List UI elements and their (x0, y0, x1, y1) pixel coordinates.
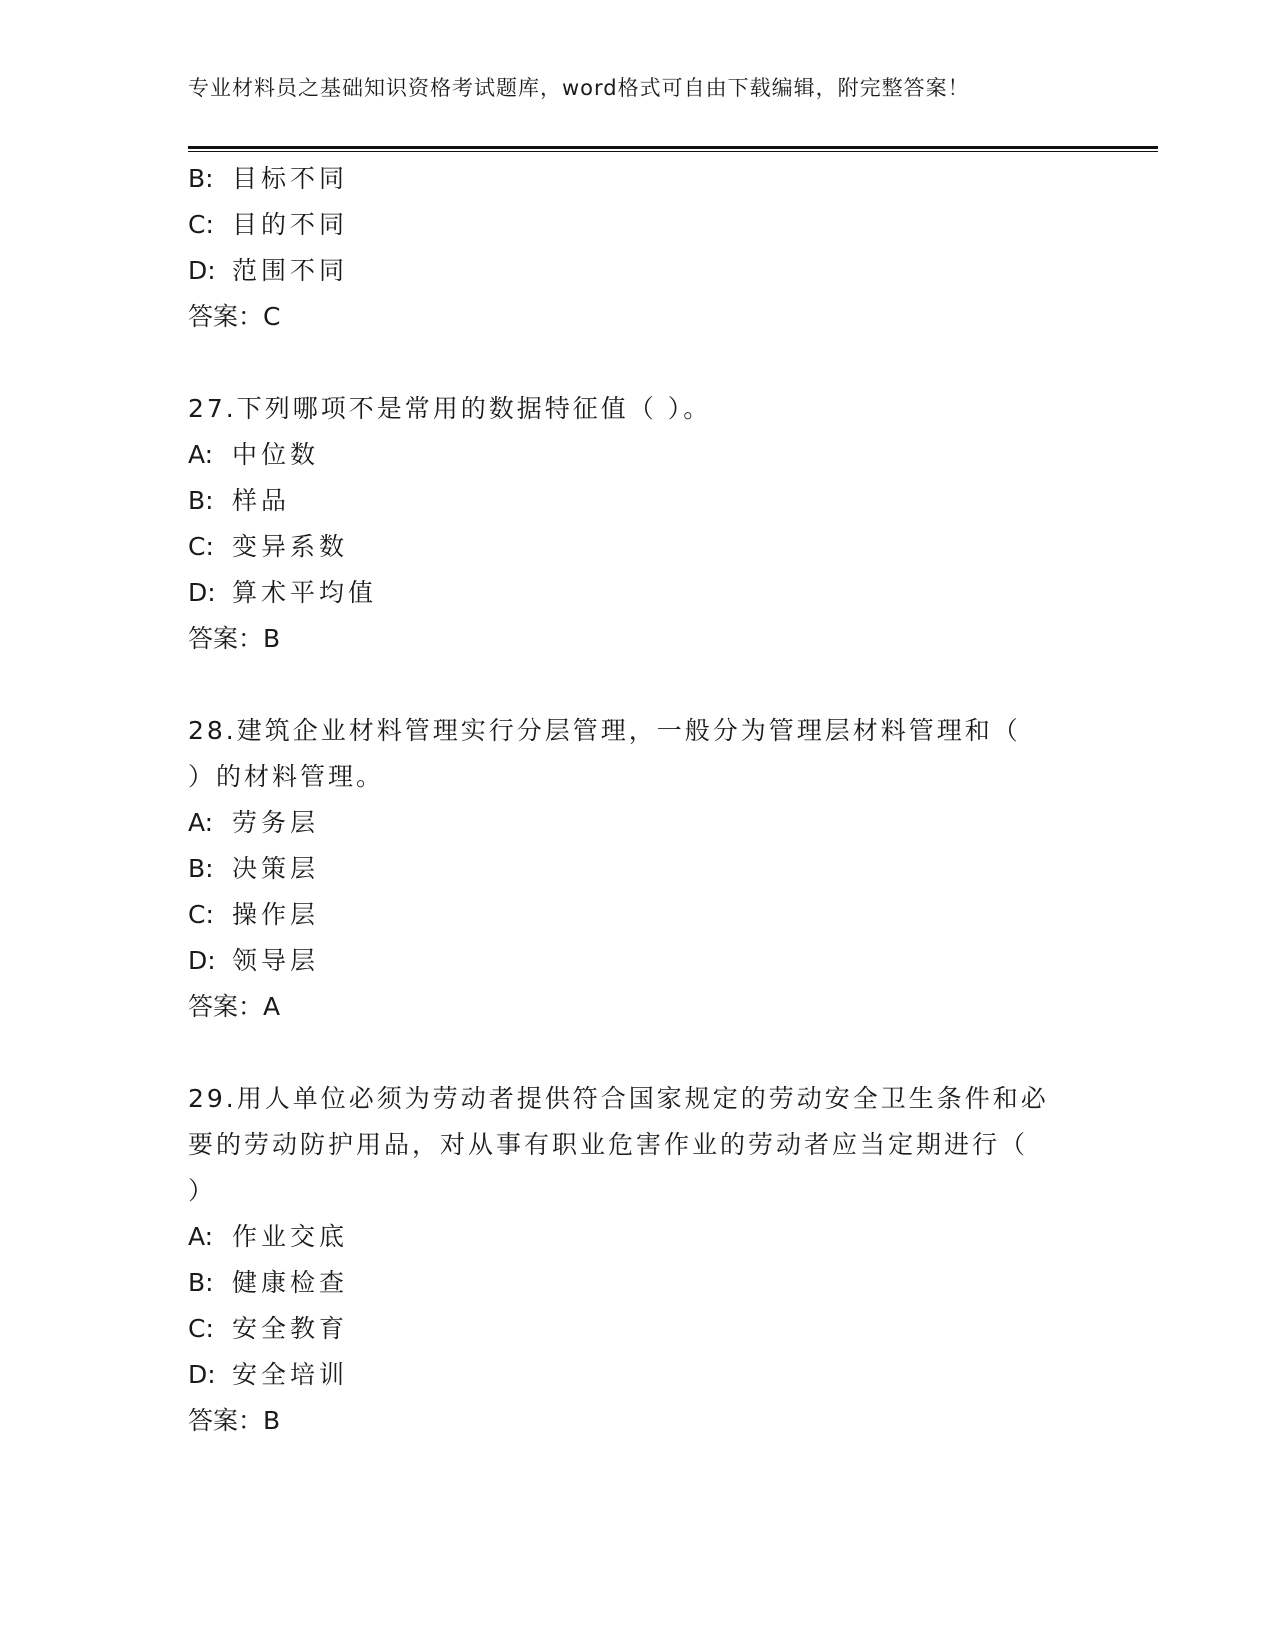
option-row (188, 1306, 1088, 1352)
option-text: 算术平均值 (232, 578, 378, 607)
option-row (188, 892, 1088, 938)
option-text: 操作层 (232, 900, 320, 929)
header-rule-thin (188, 151, 1158, 152)
option-row (188, 432, 1088, 478)
question-block (188, 1076, 1088, 1444)
answer-text: 答案：C (188, 302, 281, 331)
option-row (188, 1214, 1088, 1260)
option-row (188, 524, 1088, 570)
question-text: 要的劳动防护用品，对从事有职业危害作业的劳动者应当定期进行（ (188, 1130, 1029, 1159)
option-key: C: (188, 532, 214, 561)
question-text: 27.下列哪项不是常用的数据特征值（ ）。 (188, 394, 712, 423)
question-block (188, 156, 1088, 386)
option-text: 目的不同 (232, 210, 349, 239)
option-key: C: (188, 900, 214, 929)
option-row (188, 846, 1088, 892)
question-block (188, 708, 1088, 1076)
question-text: 28.建筑企业材料管理实行分层管理，一般分为管理层材料管理和（ (188, 716, 1021, 745)
question-text: 29.用人单位必须为劳动者提供符合国家规定的劳动安全卫生条件和必 (188, 1084, 1049, 1113)
option-text: 安全教育 (232, 1314, 349, 1343)
page-header: 专业材料员之基础知识资格考试题库，word格式可自由下载编辑，附完整答案！ (188, 76, 970, 100)
option-key: A: (188, 1222, 214, 1251)
option-text: 决策层 (232, 854, 320, 883)
option-row (188, 248, 1088, 294)
question-list (188, 156, 1088, 1444)
answer-text: 答案：B (188, 1406, 281, 1435)
question-block (188, 386, 1088, 708)
option-key: C: (188, 1314, 214, 1343)
option-text: 样品 (232, 486, 291, 515)
option-row (188, 800, 1088, 846)
option-key: B: (188, 854, 214, 883)
option-row (188, 202, 1088, 248)
option-text: 范围不同 (232, 256, 349, 285)
option-key: A: (188, 440, 214, 469)
answer-text: 答案：A (188, 992, 281, 1021)
block-spacer (188, 1030, 1088, 1076)
option-row (188, 156, 1088, 202)
block-spacer (188, 662, 1088, 708)
option-row (188, 938, 1088, 984)
option-row (188, 570, 1088, 616)
option-row (188, 1352, 1088, 1398)
option-key: D: (188, 578, 216, 607)
option-key: D: (188, 946, 216, 975)
question-text: ）的材料管理。 (188, 762, 385, 791)
option-text: 目标不同 (232, 164, 349, 193)
option-key: A: (188, 808, 214, 837)
option-row (188, 478, 1088, 524)
question-text: ） (188, 1176, 217, 1205)
block-spacer (188, 340, 1088, 386)
option-text: 变异系数 (232, 532, 349, 561)
option-row (188, 1260, 1088, 1306)
option-text: 安全培训 (232, 1360, 349, 1389)
option-text: 健康检查 (232, 1268, 349, 1297)
option-text: 作业交底 (232, 1222, 349, 1251)
option-key: D: (188, 256, 216, 285)
option-key: B: (188, 164, 214, 193)
header-rule-thick (188, 146, 1158, 149)
option-key: B: (188, 486, 214, 515)
option-key: C: (188, 210, 214, 239)
option-key: D: (188, 1360, 216, 1389)
option-key: B: (188, 1268, 214, 1297)
answer-text: 答案：B (188, 624, 281, 653)
option-text: 劳务层 (232, 808, 320, 837)
option-text: 中位数 (232, 440, 320, 469)
option-text: 领导层 (232, 946, 320, 975)
